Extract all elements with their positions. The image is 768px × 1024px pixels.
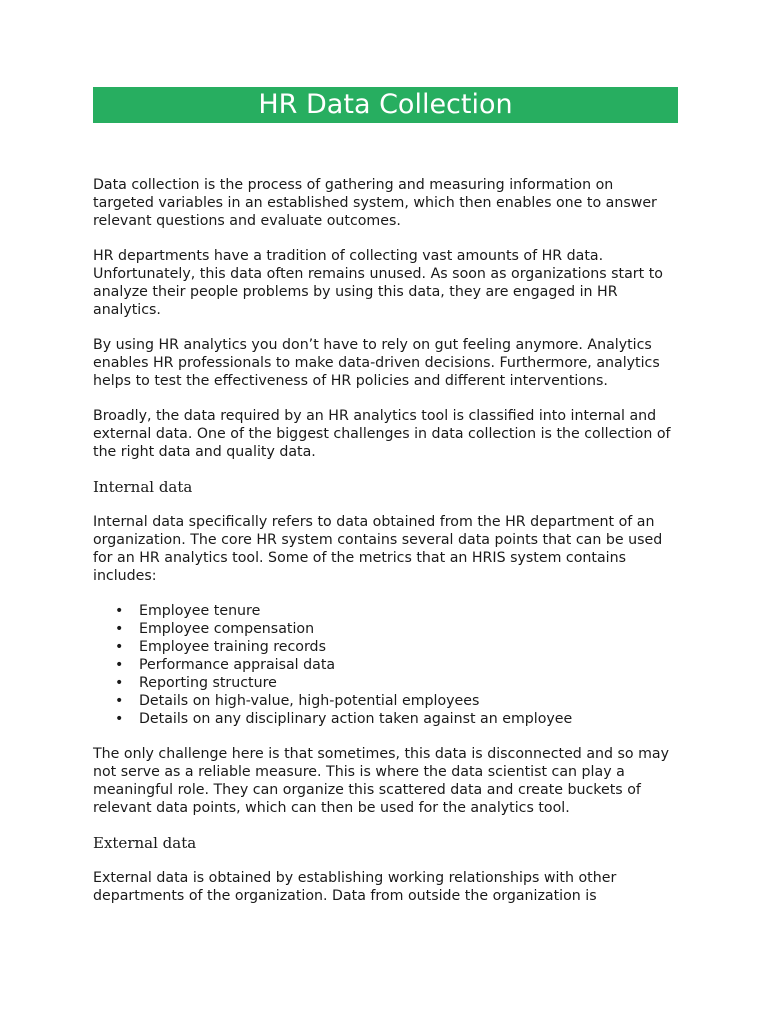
- list-item-text: Employee compensation: [139, 621, 315, 637]
- bullet-icon: •: [115, 693, 124, 709]
- list-item-text: Performance appraisal data: [139, 657, 336, 673]
- list-item: [93, 674, 678, 692]
- heading-internal-data: Internal data: [93, 478, 193, 496]
- list-item: [93, 656, 678, 674]
- bullet-icon: •: [115, 657, 124, 673]
- list-item-text: Employee tenure: [139, 603, 261, 619]
- paragraph-classification: Broadly, the data required by an HR analytics tool is classified into internal and external data. One of the biggest challenges in data collection is the collection of the right data and quality data.: [93, 408, 671, 460]
- list-item: [93, 710, 678, 728]
- list-item: [93, 638, 678, 656]
- paragraph-tradition: HR departments have a tradition of collecting vast amounts of HR data. Unfortunately, this data often remains unused. As soon as organizations start to analyze their people problems by using this data, they are engaged in HR analytics.: [93, 248, 663, 318]
- list-item-text: Details on any disciplinary action taken against an employee: [139, 711, 573, 727]
- paragraph-internal-closing: The only challenge here is that sometimes, this data is disconnected and so may not serve as a reliable measure. This is where the data scientist can play a meaningful role. They can organize this scattered data and create buckets of relevant data points, which can then be used for the analytics tool.: [93, 746, 670, 816]
- list-item: [93, 602, 678, 620]
- bullet-icon: •: [115, 675, 124, 691]
- bullet-icon: •: [115, 603, 124, 619]
- list-item-text: Reporting structure: [139, 675, 277, 691]
- list-item-text: Details on high-value, high-potential employees: [139, 693, 480, 709]
- list-item: [93, 692, 678, 710]
- bullet-icon: •: [115, 711, 124, 727]
- paragraph-analytics: By using HR analytics you don’t have to rely on gut feeling anymore. Analytics enables HR professionals to make data-driven decisions. Furthermore, analytics helps to test the effectiveness of HR policies and different interventions.: [93, 337, 660, 389]
- list-item-text: Employee training records: [139, 639, 326, 655]
- document-body: [93, 176, 678, 905]
- paragraph-external-intro: External data is obtained by establishing working relationships with other departments of the organization. Data from outside the organization is: [93, 870, 617, 904]
- document-page: [93, 87, 678, 922]
- paragraph-internal-intro: Internal data specifically refers to data obtained from the HR department of an organization. The core HR system contains several data points that can be used for an HR analytics tool. Some of the metrics that an HRIS system contains includes:: [93, 514, 663, 584]
- page-title: HR Data Collection: [93, 87, 678, 123]
- heading-external-data: External data: [93, 834, 197, 852]
- bullet-icon: •: [115, 621, 124, 637]
- paragraph-definition: Data collection is the process of gathering and measuring information on targeted variables in an established system, which then enables one to answer relevant questions and evaluate outcomes.: [93, 177, 657, 229]
- internal-metrics-list: [93, 602, 678, 728]
- list-item: [93, 620, 678, 638]
- bullet-icon: •: [115, 639, 124, 655]
